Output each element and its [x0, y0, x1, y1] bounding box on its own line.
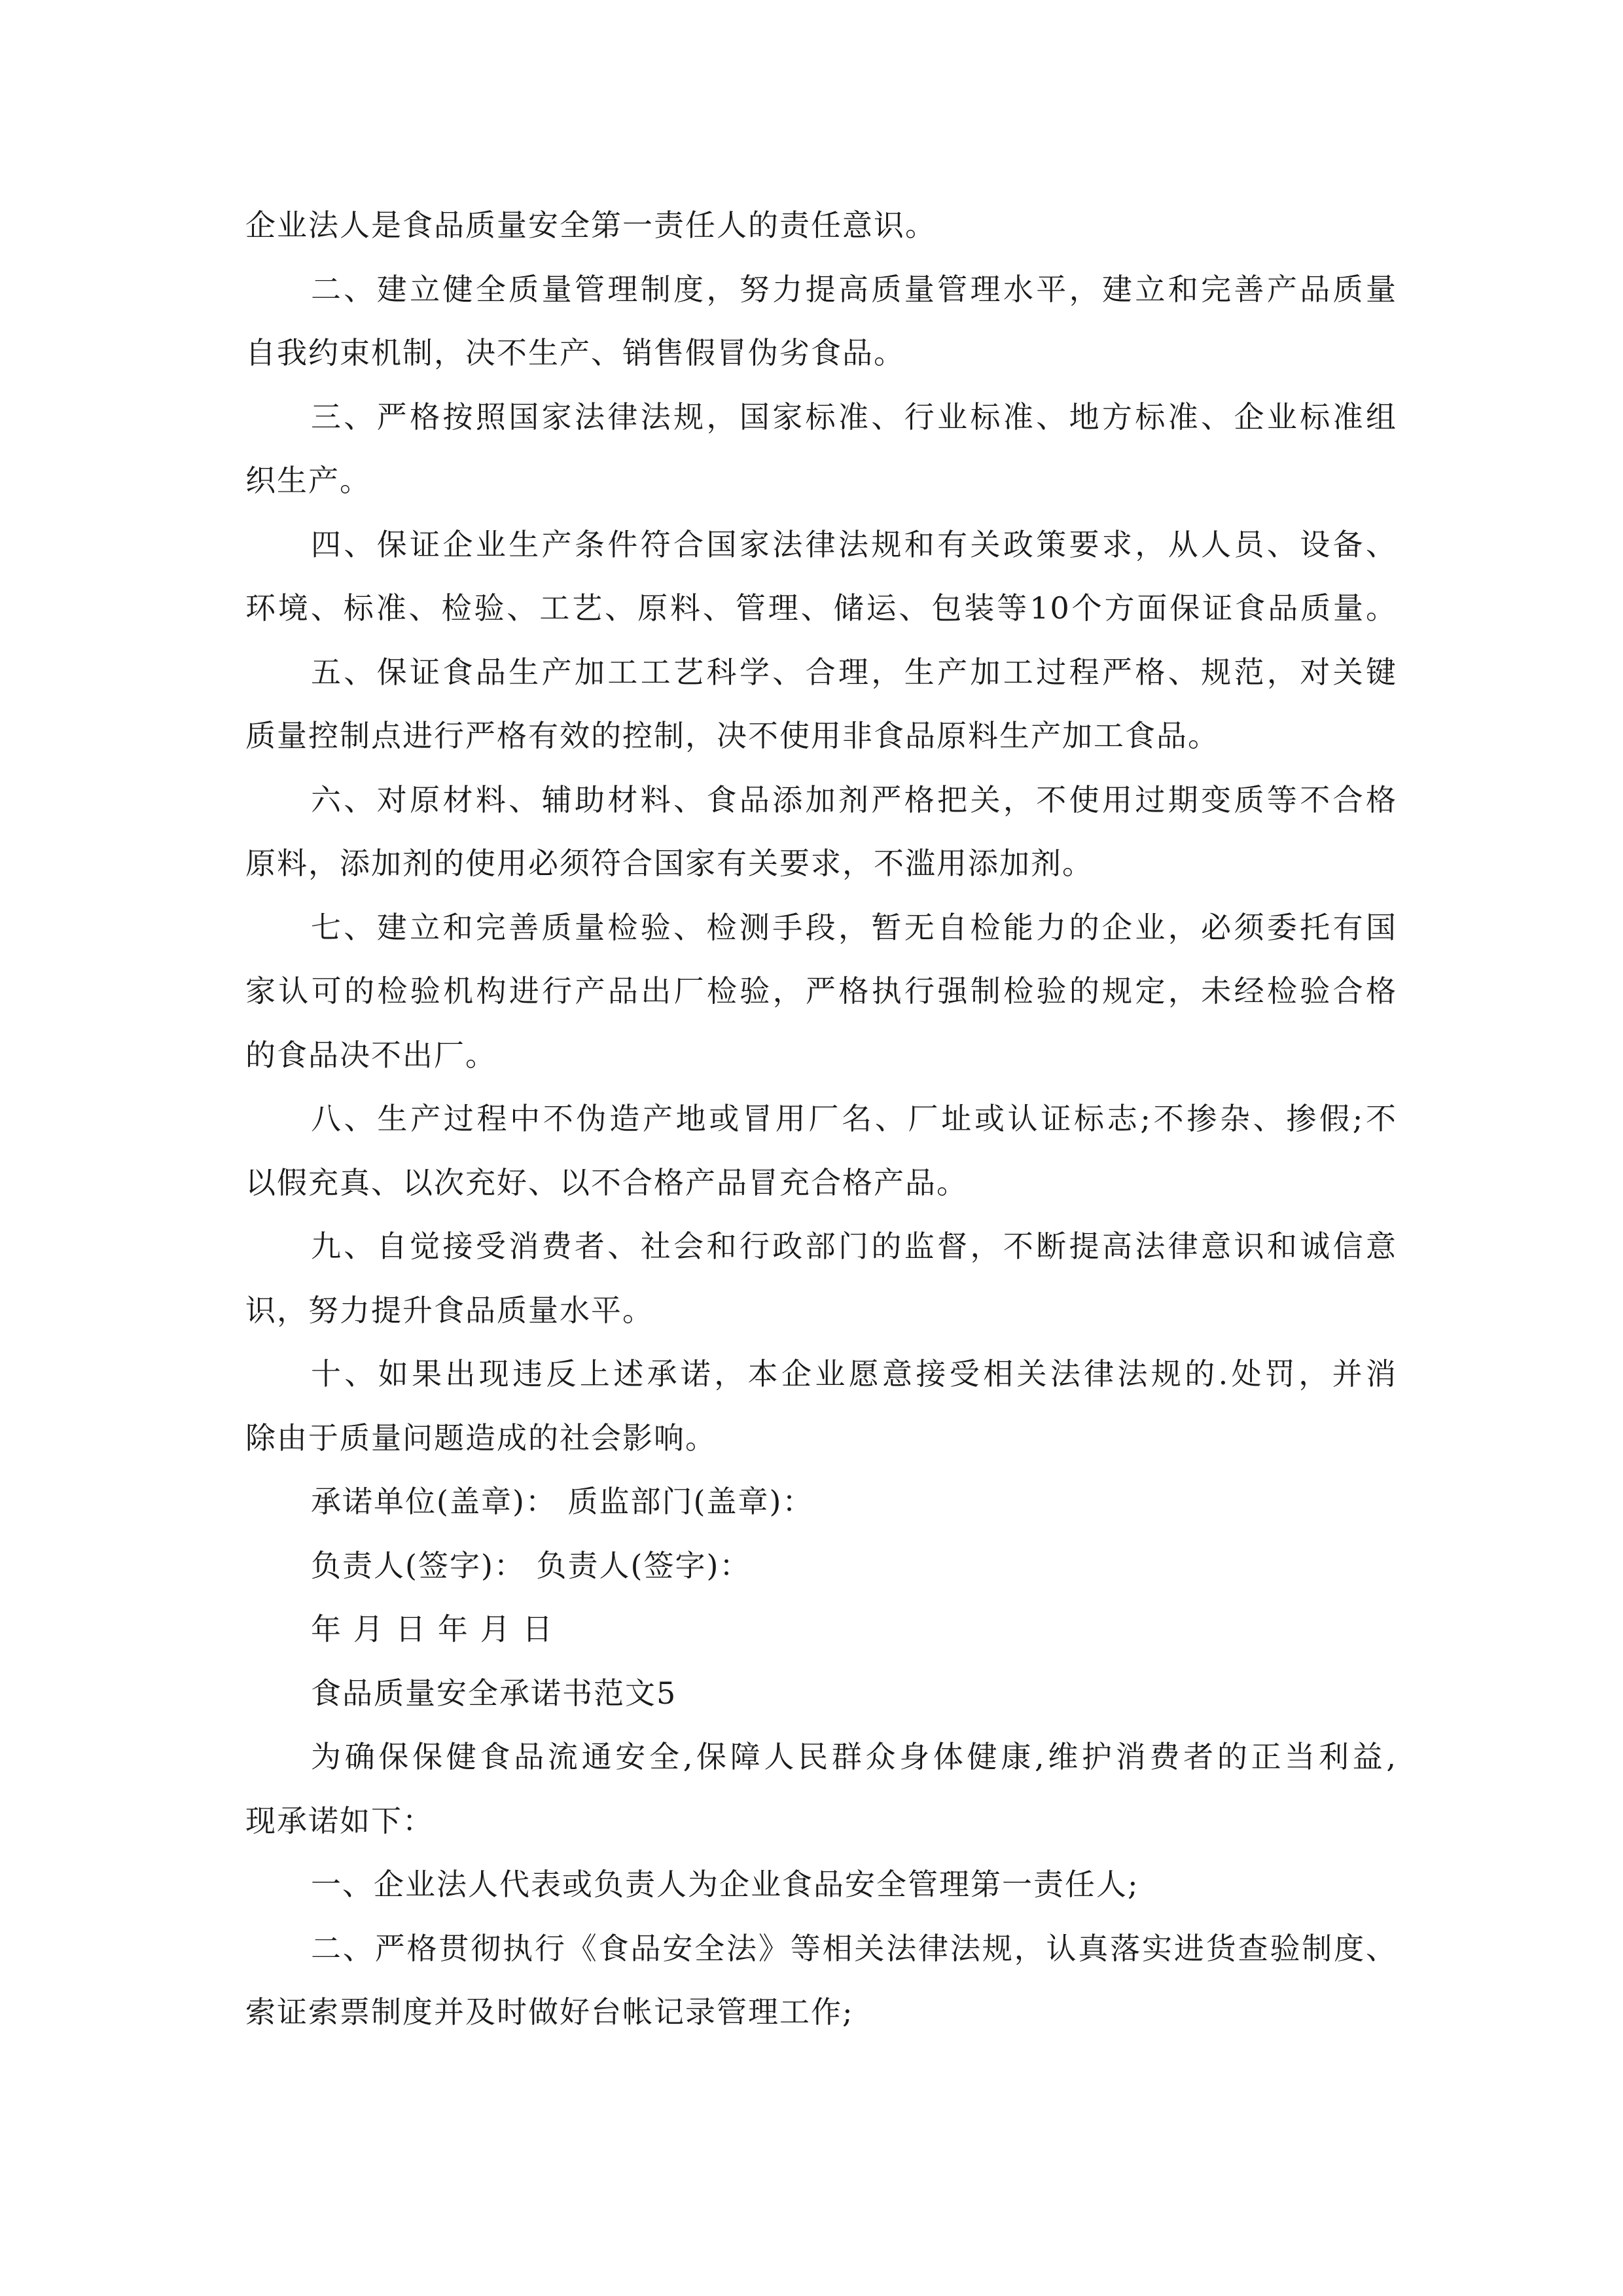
text-line: 九、自觉接受消费者、社会和行政部门的监督，不断提高法律意识和诚信意 [311, 1229, 1397, 1264]
text-line: 十、如果出现违反上述承诺，本企业愿意接受相关法律法规的.处罚，并消 [311, 1356, 1397, 1391]
text-line: 四、保证企业生产条件符合国家法律法规和有关政策要求，从人员、设备、 [311, 526, 1397, 562]
text-line: 自我约束机制，决不生产、销售假冒伪劣食品。 [245, 335, 905, 370]
signature-unit-line: 承诺单位(盖章)： 质监部门(盖章)： [311, 1484, 814, 1519]
signature-date-line: 年 月 日 年 月 日 [311, 1611, 554, 1647]
text-line: 除由于质量问题造成的社会影响。 [245, 1420, 717, 1456]
text-line: 家认可的检验机构进行产品出厂检验，严格执行强制检验的规定，未经检验合格 [245, 973, 1397, 1009]
text-line: 以假充真、以次充好、以不合格产品冒充合格产品。 [245, 1164, 968, 1200]
text-line: 三、严格按照国家法律法规，国家标准、行业标准、地方标准、企业标准组 [311, 399, 1397, 435]
text-line: 二、严格贯彻执行《食品安全法》等相关法律法规，认真落实进货查验制度、 [311, 1930, 1397, 1966]
text-line: 的食品决不出厂。 [245, 1037, 497, 1073]
text-line: 质量控制点进行严格有效的控制，决不使用非食品原料生产加工食品。 [245, 718, 1219, 753]
section-heading: 食品质量安全承诺书范文5 [311, 1675, 677, 1711]
text-line: 七、建立和完善质量检验、检测手段，暂无自检能力的企业，必须委托有国 [311, 909, 1397, 945]
text-line: 为确保保健食品流通安全,保障人民群众身体健康,维护消费者的正当利益, [311, 1739, 1397, 1774]
text-line: 识，努力提升食品质量水平。 [245, 1292, 654, 1328]
signature-person-line: 负责人(签字)： 负责人(签字)： [311, 1547, 751, 1583]
document-body [245, 194, 1397, 2045]
text-line: 六、对原材料、辅助材料、食品添加剂严格把关，不使用过期变质等不合格 [311, 781, 1397, 817]
text-line: 织生产。 [245, 463, 371, 498]
text-line: 五、保证食品生产加工工艺科学、合理，生产加工过程严格、规范，对关键 [311, 654, 1397, 690]
text-line: 原料，添加剂的使用必须符合国家有关要求，不滥用添加剂。 [245, 846, 1094, 881]
text-line: 现承诺如下： [245, 1803, 434, 1839]
text-line: 一、企业法人代表或负责人为企业食品安全管理第一责任人; [311, 1867, 1139, 1902]
text-line: 企业法人是食品质量安全第一责任人的责任意识。 [245, 207, 936, 243]
text-line: 二、建立健全质量管理制度，努力提高质量管理水平，建立和完善产品质量 [311, 271, 1397, 307]
text-line: 八、生产过程中不伪造产地或冒用厂名、厂址或认证标志;不掺杂、掺假;不 [311, 1101, 1397, 1136]
text-line: 环境、标准、检验、工艺、原料、管理、储运、包装等10个方面保证食品质量。 [245, 590, 1397, 626]
text-line: 索证索票制度并及时做好台帐记录管理工作; [245, 1994, 854, 2030]
